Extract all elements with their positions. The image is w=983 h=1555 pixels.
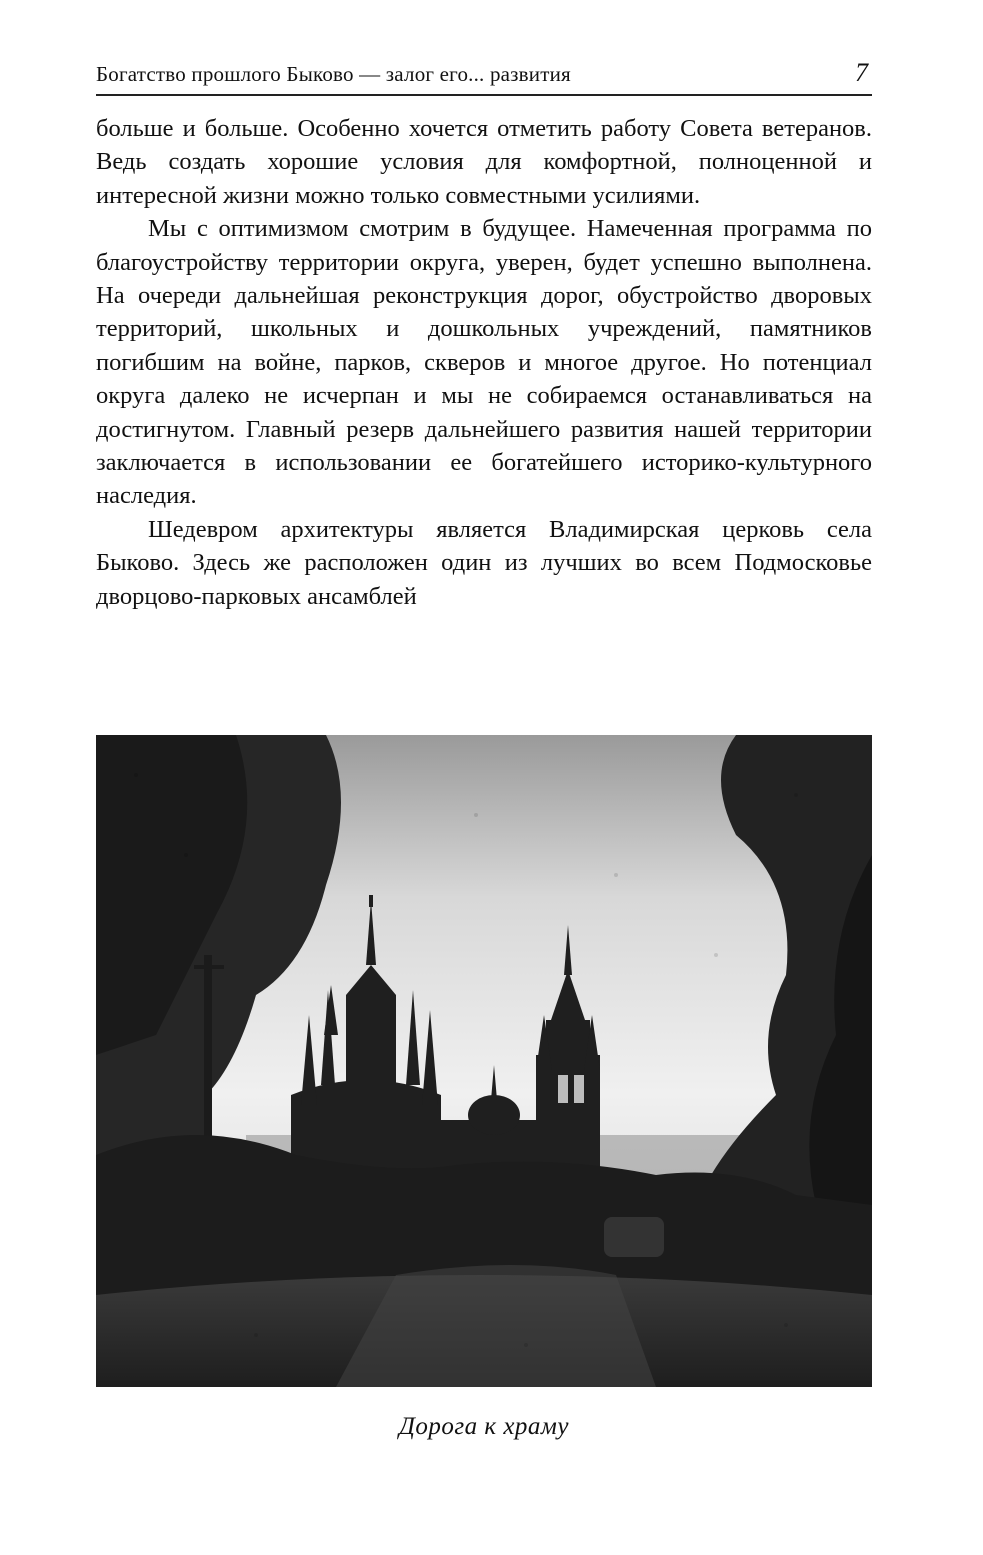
body-text: [96, 112, 872, 613]
church-silhouette-image: [96, 735, 872, 1387]
page-number: 7: [855, 58, 868, 87]
paragraph-1: больше и больше. Особенно хочется отметить работу Совета ветеранов. Ведь создать хорошие условия для комфортной, полноценной и интересной жизни можно только совместными усилиями.: [96, 115, 872, 209]
photo-caption: Дорога к храму: [398, 1413, 569, 1440]
running-header: [96, 58, 872, 96]
paragraph-3: Шедевром архитектуры является Владимирская церковь села Быково. Здесь же расположен один из лучших во всем Подмосковье дворцово-парковых ансамблей: [96, 515, 872, 610]
church-photo: [96, 735, 872, 1387]
running-title: Богатство прошлого Быково — залог его... развития: [96, 62, 571, 86]
paragraph-2: Мы с оптимизмом смотрим в будущее. Намеченная программа по благоустройству территории округа, уверен, будет успешно выполнена. На очереди дальнейшая реконструкция дорог, обустройство дворовых территорий, школьных и дошкольных учреждений, памятников погибшим на войне, парков, скверов и многое другое. Но потенциал округа далеко не исчерпан и мы не собираемся останавливаться на достигнутом. Главный резерв дальнейшего развития нашей территории заключается в использовании ее богатейшего историко-культурного наследия.: [96, 215, 872, 510]
